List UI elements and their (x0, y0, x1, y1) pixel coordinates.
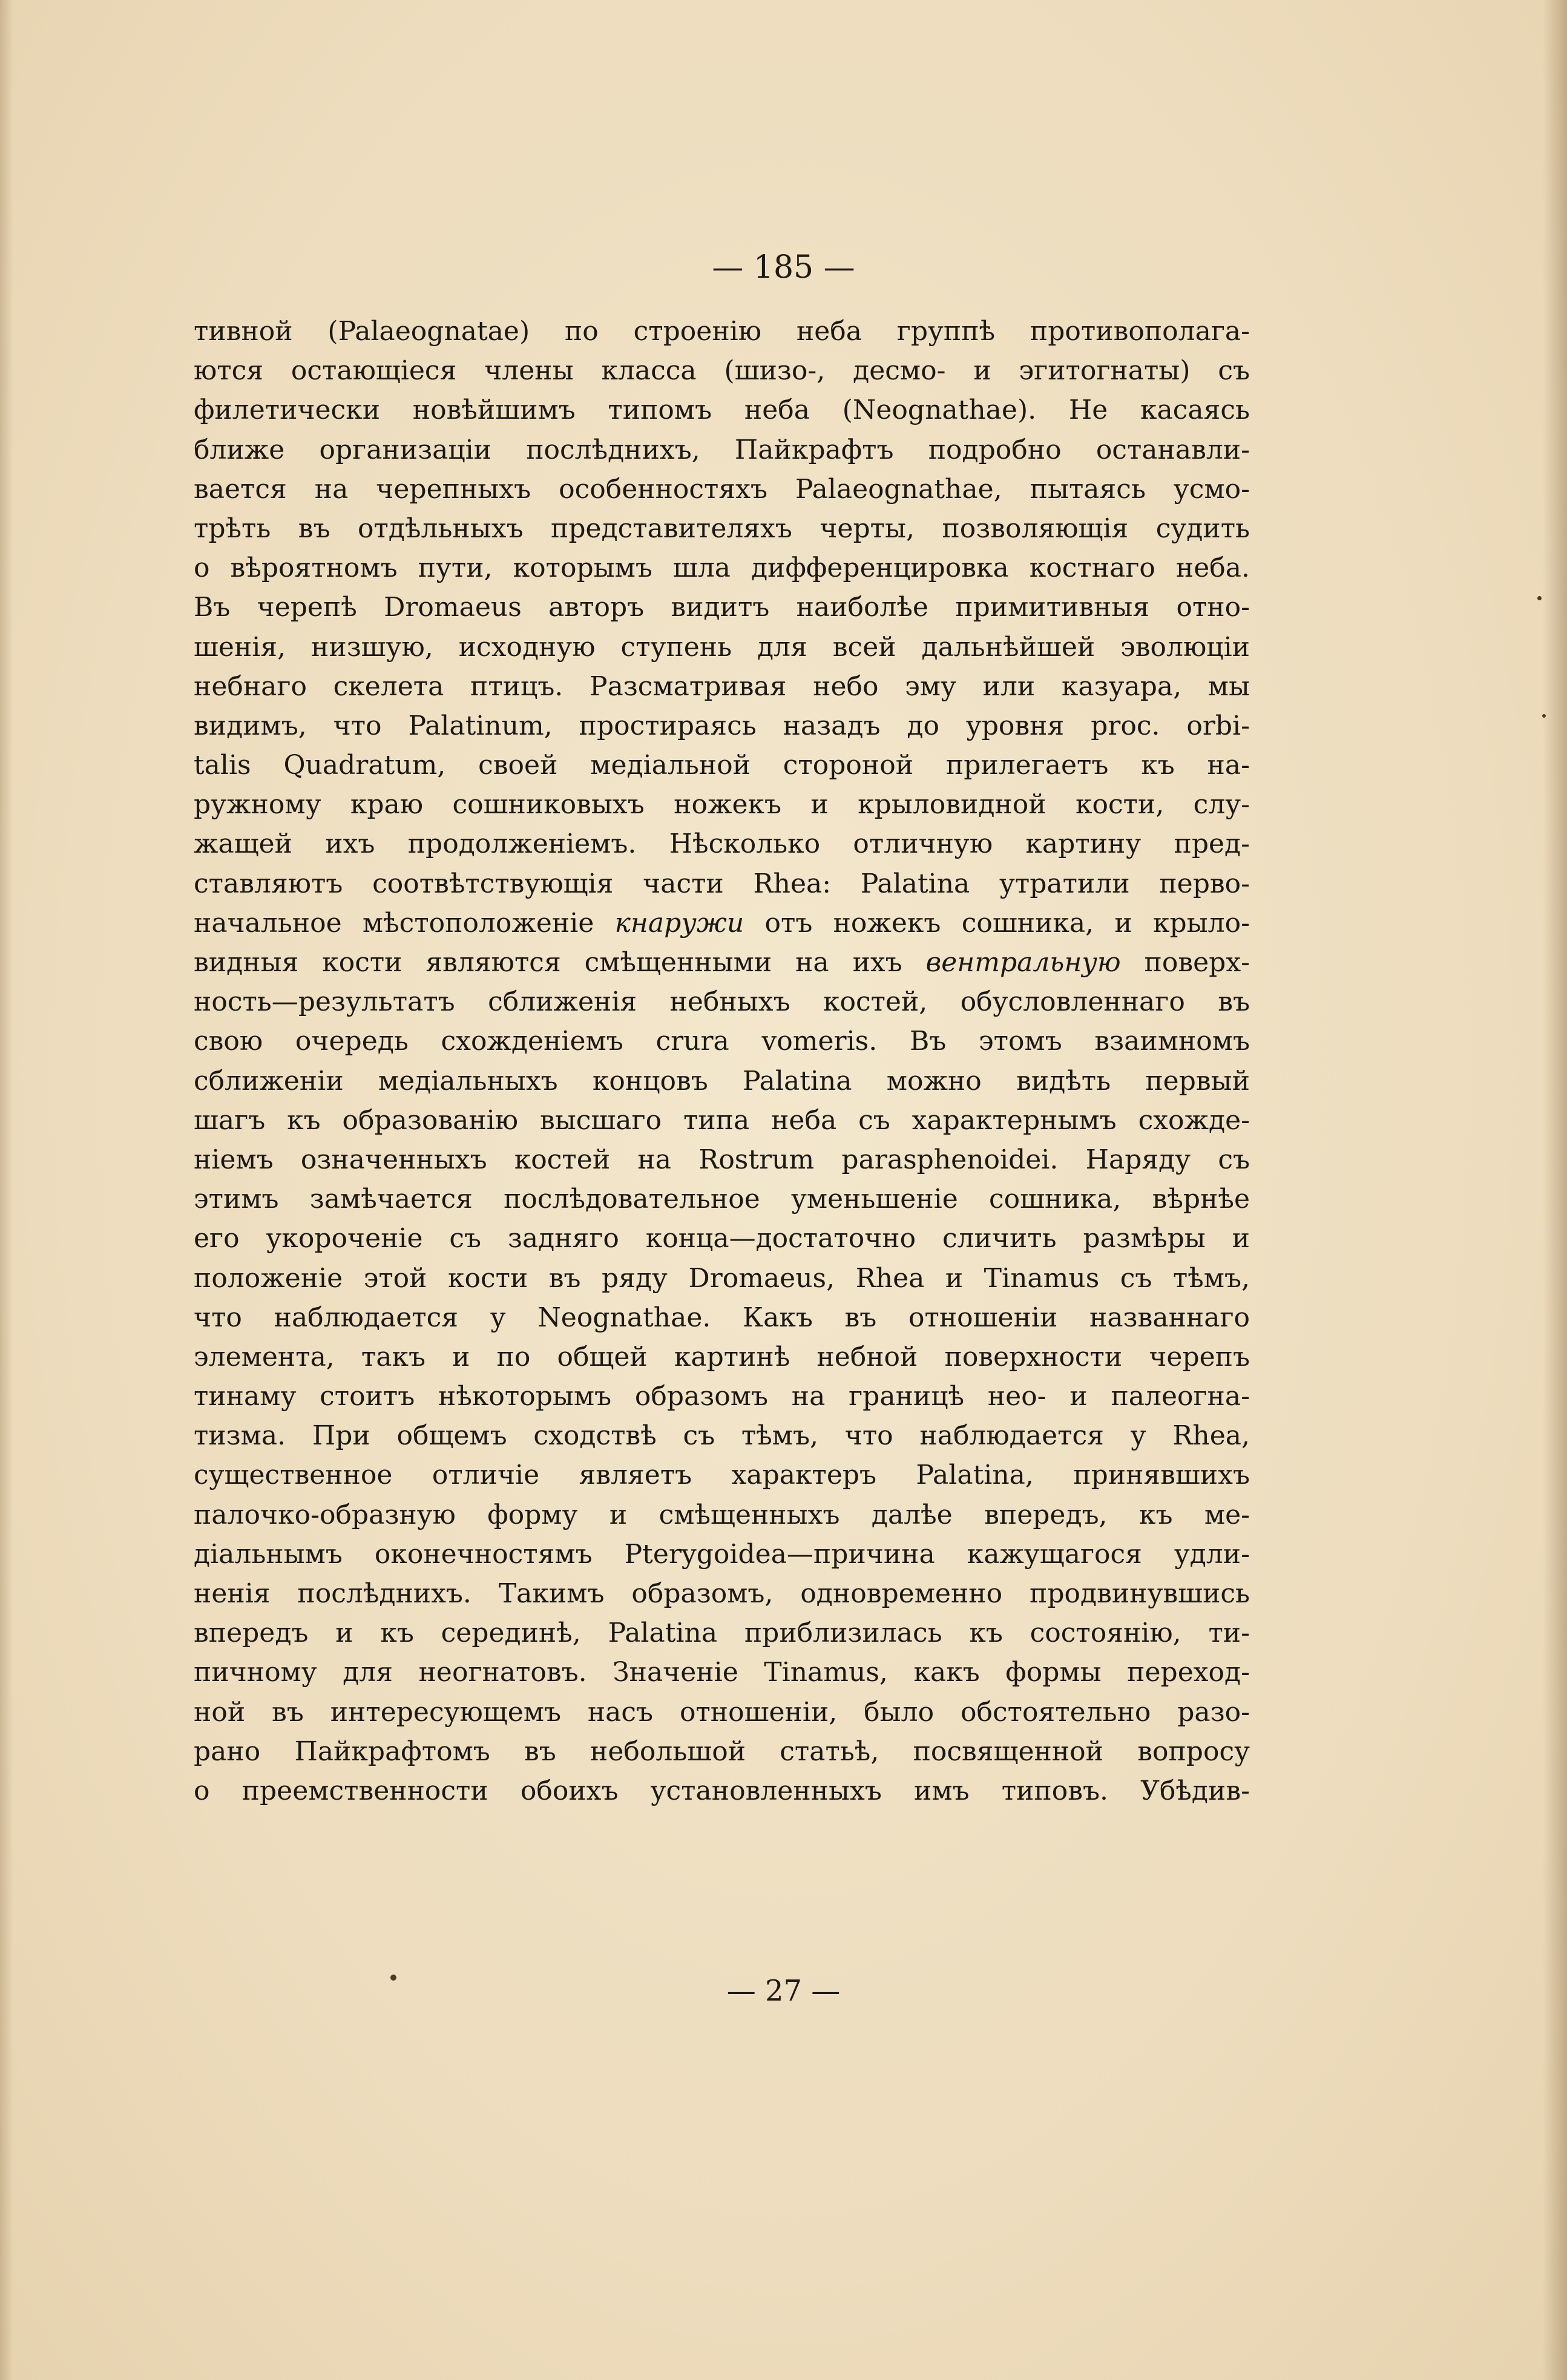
italic-emphasis: кнаружи (614, 907, 744, 939)
text-line: небнаго скелета птицъ. Разсматривая небо эму или казуара, мы (194, 670, 1250, 702)
text-line: діальнымъ оконечностямъ Pterygoidea—причина кажущагося удли- (194, 1538, 1250, 1570)
text-line: что наблюдается у Neognathae. Какъ въ отношеніи названнаго (194, 1302, 1250, 1333)
page-signature-footer: — 27 — (726, 1974, 841, 2008)
text-segment: видныя кости являются смѣщенными на ихъ (194, 947, 926, 978)
text-line: тинаму стоитъ нѣкоторымъ образомъ на границѣ нео- и палеогна- (194, 1381, 1250, 1412)
text-line: ближе организаціи послѣднихъ, Пайкрафтъ подробно останавли- (194, 434, 1250, 465)
text-line: свою очередь схожденіемъ crura vomeris. Въ этомъ взаимномъ (194, 1026, 1250, 1057)
text-line: ружному краю сошниковыхъ ножекъ и крыловидной кости, слу- (194, 789, 1250, 821)
text-line: впередъ и къ серединѣ, Palatina приблизилась къ состоянію, ти- (194, 1618, 1250, 1649)
text-line: положеніе этой кости въ ряду Dromaeus, Rhea и Tinamus съ тѣмъ, (194, 1262, 1250, 1294)
text-line: жащей ихъ продолженіемъ. Нѣсколько отличную картину пред- (194, 828, 1250, 860)
text-line: talis Quadratum, своей медіальной стороной прилегаетъ къ на- (194, 750, 1250, 781)
text-line: ность—результатъ сближенія небныхъ костей, обусловленнаго въ (194, 986, 1250, 1018)
paper-speck (390, 1975, 396, 1981)
text-line (194, 903, 1250, 943)
text-line: ненія послѣднихъ. Такимъ образомъ, одновременно продвинувшись (194, 1578, 1250, 1609)
text-line (194, 943, 1250, 982)
paper-speck (1537, 596, 1542, 600)
text-line: рано Пайкрафтомъ въ небольшой статьѣ, посвященной вопросу (194, 1736, 1250, 1767)
text-line: о вѣроятномъ пути, которымъ шла дифференцировка костнаго неба. (194, 552, 1250, 584)
text-line: существенное отличіе являетъ характеръ Palatina, принявшихъ (194, 1460, 1250, 1491)
text-line: пичному для неогнатовъ. Значеніе Tinamus, какъ формы переход- (194, 1657, 1250, 1688)
text-line: филетически новѣйшимъ типомъ неба (Neognathae). Не касаясь (194, 395, 1250, 426)
text-line: ной въ интересующемъ насъ отношеніи, было обстоятельно разо- (194, 1696, 1250, 1728)
text-line: шенія, низшую, исходную ступень для всей дальнѣйшей эволюціи (194, 631, 1250, 663)
paper-speck (1542, 714, 1546, 718)
text-line: ставляютъ соотвѣтствующія части Rhea: Palatina утратили перво- (194, 868, 1250, 899)
text-line: элемента, такъ и по общей картинѣ небной поверхности черепъ (194, 1341, 1250, 1372)
text-line: тизма. При общемъ сходствѣ съ тѣмъ, что наблюдается у Rhea, (194, 1420, 1250, 1452)
text-line: о преемственности обоихъ установленныхъ имъ типовъ. Убѣдив- (194, 1775, 1250, 1806)
text-line: его укороченіе съ задняго конца—достаточно сличить размѣры и (194, 1223, 1250, 1254)
text-line: видимъ, что Palatinum, простираясь назадъ до уровня proc. orbi- (194, 710, 1250, 741)
text-line: ніемъ означенныхъ костей на Rostrum parasphenoidei. Наряду съ (194, 1144, 1250, 1175)
text-line: Въ черепѣ Dromaeus авторъ видитъ наиболѣе примитивныя отно- (194, 592, 1250, 623)
body-text (194, 312, 1250, 1811)
text-segment: поверх- (1120, 947, 1250, 978)
page-shadow-left (0, 0, 13, 2380)
text-line: шагъ къ образованію высшаго типа неба съ характернымъ схожде- (194, 1104, 1250, 1136)
text-line: палочко-образную форму и смѣщенныхъ далѣе впередъ, къ ме- (194, 1499, 1250, 1530)
text-line: этимъ замѣчается послѣдовательное уменьшеніе сошника, вѣрнѣе (194, 1184, 1250, 1215)
text-line: ются остающіеся члены класса (шизо-, десмо- и эгитогнаты) съ (194, 355, 1250, 387)
text-line: тивной (Palaeognatae) по строенію неба группѣ противополага- (194, 316, 1250, 347)
italic-emphasis: вентральную (925, 947, 1121, 978)
text-segment: начальное мѣстоположеніе (194, 907, 615, 939)
text-line: сближеніи медіальныхъ концовъ Palatina можно видѣть первый (194, 1065, 1250, 1097)
page-shadow-right (1543, 0, 1567, 2380)
text-line: трѣть въ отдѣльныхъ представителяхъ черты, позволяющія судить (194, 513, 1250, 544)
text-segment: отъ ножекъ сошника, и крыло- (744, 907, 1250, 939)
text-line: вается на черепныхъ особенностяхъ Palaeognathae, пытаясь усмо- (194, 473, 1250, 505)
page-number-header: — 185 — (712, 249, 855, 286)
